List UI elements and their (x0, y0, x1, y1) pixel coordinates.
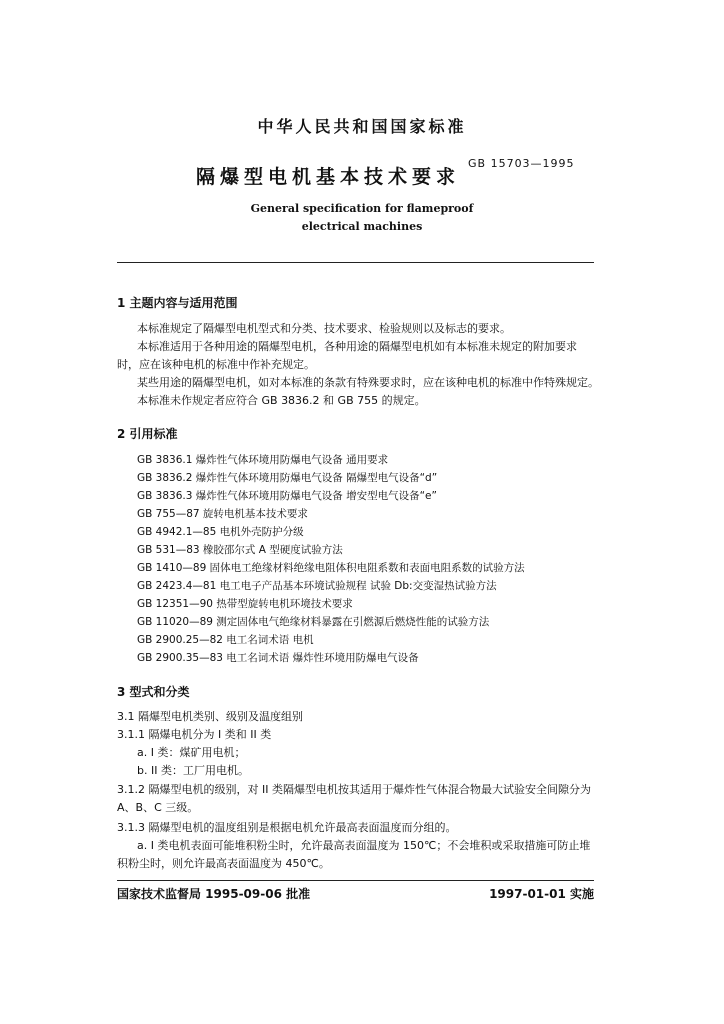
effective-date: 1997-01-01 实施 (489, 887, 594, 901)
section-3-heading: 3 型式和分类 (117, 685, 190, 699)
reference-item: GB 531—83 橡胶邵尔式 A 型硬度试验方法 (137, 544, 343, 556)
english-title-line-2: electrical machines (301, 220, 423, 233)
clause-3-1-1: 3.1.1 隔爆电机分为 I 类和 II 类 (117, 728, 272, 741)
clause-item-a: a. I 类：煤矿用电机； (137, 746, 246, 759)
section-1-heading: 1 主题内容与适用范围 (117, 296, 238, 310)
section-2-heading: 2 引用标准 (117, 427, 178, 441)
reference-item: GB 12351—90 热带型旋转电机环境技术要求 (137, 598, 353, 610)
reference-item: GB 3836.2 爆炸性气体环境用防爆电气设备 隔爆型电气设备“d” (137, 472, 438, 484)
standard-code: GB 15703—1995 (468, 157, 575, 170)
section-1-para-1: 本标准规定了隔爆型电机型式和分类、技术要求、检验规则以及标志的要求。 (137, 322, 511, 335)
english-title-line-1: General specification for flameproof (250, 202, 474, 215)
reference-item: GB 11020—89 测定固体电气绝缘材料暴露在引燃源后燃烧性能的试验方法 (137, 616, 490, 628)
clause-3-1-3-a: a. I 类电机表面可能堆积粉尘时，允许最高表面温度为 150℃；不会堆积或采取措施可防止堆积粉尘时，则允许最高表面温度为 450℃。 (117, 839, 591, 870)
reference-item: GB 3836.1 爆炸性气体环境用防爆电气设备 通用要求 (137, 454, 389, 466)
clause-3-1: 3.1 隔爆型电机类别、级别及温度组别 (117, 710, 303, 723)
reference-item: GB 2423.4—81 电工电子产品基本环境试验规程 试验 Db:交变湿热试验方法 (137, 580, 497, 592)
reference-item: GB 755—87 旋转电机基本技术要求 (137, 508, 308, 520)
reference-item: GB 2900.35—83 电工名词术语 爆炸性环境用防爆电气设备 (137, 652, 419, 664)
section-1-para-2: 本标准适用于各种用途的隔爆型电机，各种用途的隔爆型电机如有本标准未规定的附加要求时，应在该种电机的标准中作补充规定。 (117, 340, 577, 371)
reference-item: GB 4942.1—85 电机外壳防护分级 (137, 526, 304, 538)
section-1-para-4: 本标准未作规定者应符合 GB 3836.2 和 GB 755 的规定。 (137, 394, 426, 407)
reference-item: GB 2900.25—82 电工名词术语 电机 (137, 634, 314, 646)
clause-3-1-2: 3.1.2 隔爆型电机的级别，对 II 类隔爆型电机按其适用于爆炸性气体混合物最大试验安全间隙分为 A、B、C 三级。 (117, 783, 591, 814)
clause-3-1-3: 3.1.3 隔爆型电机的温度组别是根据电机允许最高表面温度而分组的。 (117, 821, 457, 834)
section-1-para-3: 某些用途的隔爆型电机，如对本标准的条款有特殊要求时，应在该种电机的标准中作特殊规定。 (137, 376, 599, 389)
reference-item: GB 3836.3 爆炸性气体环境用防爆电气设备 增安型电气设备“e” (137, 490, 437, 502)
clause-item-b: b. II 类：工厂用电机。 (137, 764, 249, 777)
header-divider (117, 262, 594, 263)
issuing-org: 中华人民共和国国家标准 (257, 117, 467, 136)
reference-item: GB 1410—89 固体电工绝缘材料绝缘电阻体积电阻系数和表面电阻系数的试验方法 (137, 562, 525, 574)
footer-divider (117, 880, 594, 881)
document-title: 隔爆型电机基本技术要求 (196, 166, 461, 188)
approval-date: 国家技术监督局 1995-09-06 批准 (117, 887, 311, 901)
